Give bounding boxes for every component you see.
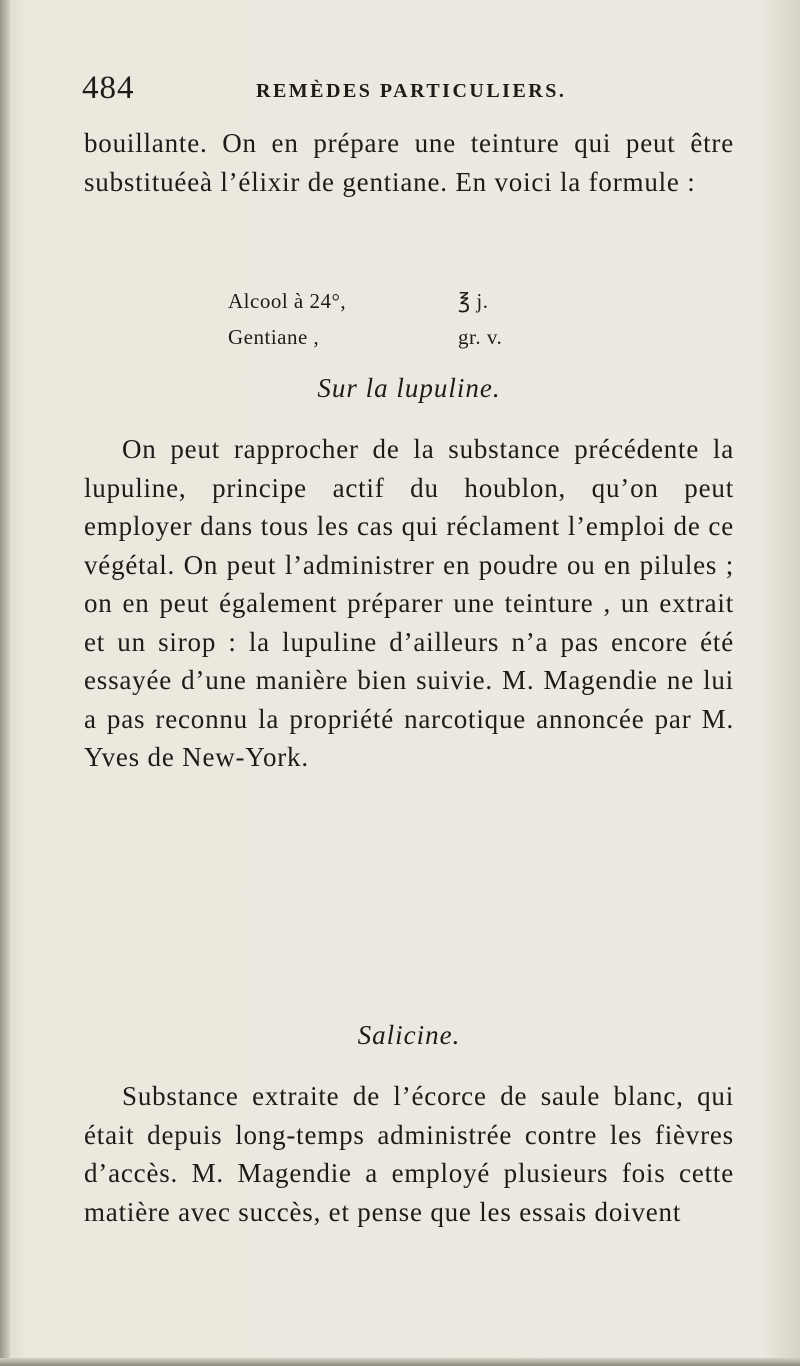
page-number: 484 xyxy=(82,70,135,106)
ingredient-quantity: ℥ j. xyxy=(458,289,489,313)
section-text-salicine: Substance extraite de l’écorce de saule blanc, qui était depuis long-temps administrée contre les fièvres d’accès. M. Magendie a employé plusieurs fois cette matière avec succès, et pense que les essais doivent xyxy=(84,1081,734,1227)
ingredient-name: Alcool à 24°, xyxy=(228,289,347,313)
page-header xyxy=(82,70,742,110)
formula-row xyxy=(228,319,608,355)
section-title-salicine: Salicine. xyxy=(357,1020,461,1050)
page-bottom-edge xyxy=(0,1358,800,1366)
running-head: REMÈDES PARTICULIERS. xyxy=(256,80,567,102)
ingredient-name: Gentiane , xyxy=(228,325,320,349)
ingredient-quantity: gr. v. xyxy=(458,325,503,349)
section-text-lupuline: On peut rapprocher de la substance précédente la lupuline, principe actif du houblon, qu’on peut employer dans tous les cas qui réclament l’emploi de ce végétal. On peut l’administrer en poudre ou en pilules ; on en peut également préparer une teinture , un extrait et un sirop : la lupuline d’ailleurs n’a pas encore été essayée d’une manière bien suivie. M. Magendie ne lui a pas reconnu la propriété narcotique annoncée par M. Yves de New-York. xyxy=(84,434,734,772)
page-left-edge xyxy=(0,0,10,1366)
formula xyxy=(228,283,608,355)
paragraph-continuation: bouillante. On en prépare une teinture qui peut être substituéeà l’élixir de gentiane. En voici la formule : xyxy=(84,128,734,197)
formula-row xyxy=(228,283,608,319)
section-title-lupuline: Sur la lupuline. xyxy=(317,373,501,403)
